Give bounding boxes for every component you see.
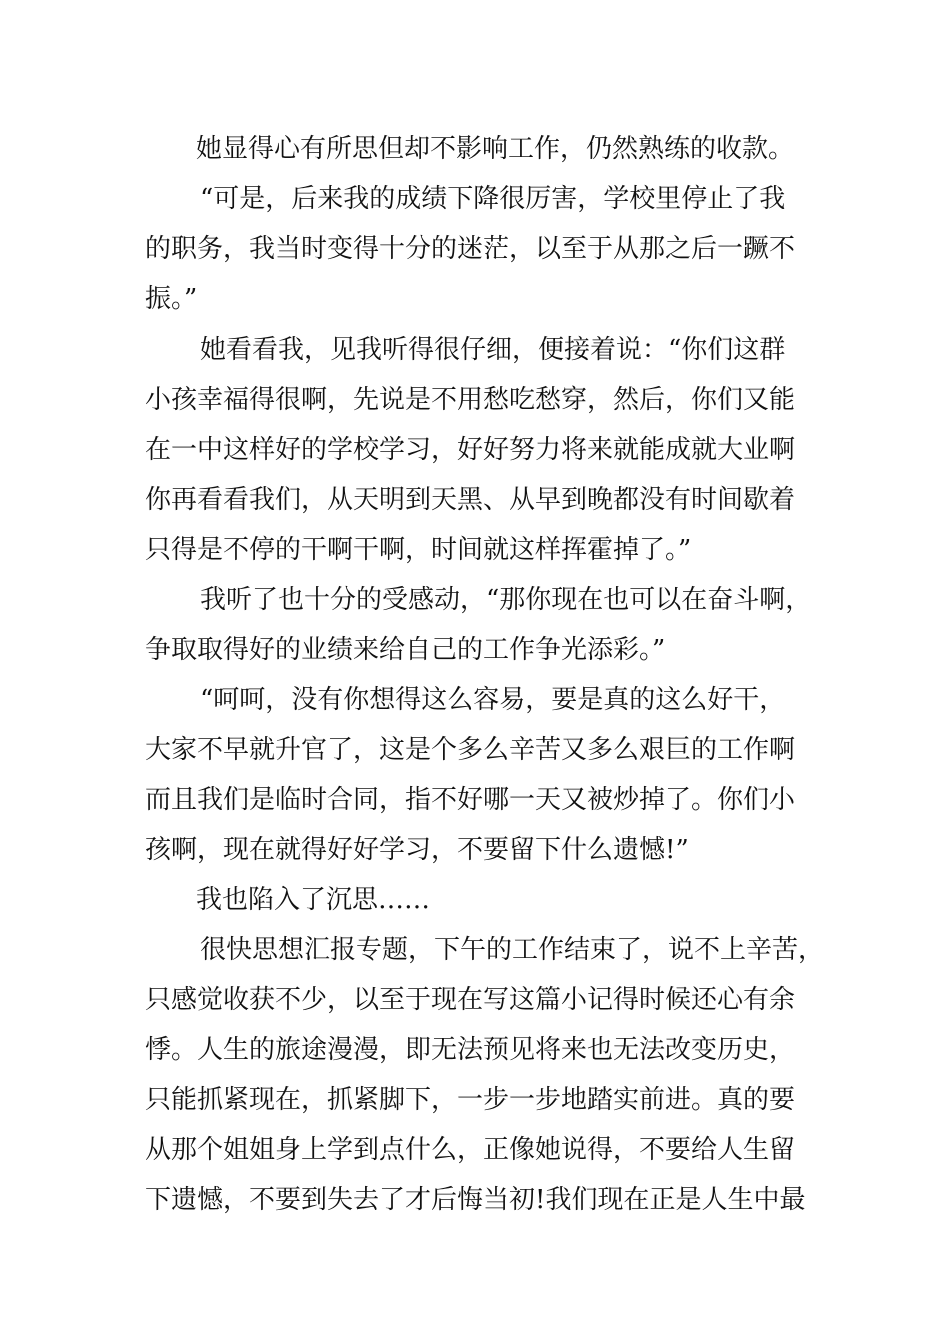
text-line: “呵呵，没有你想得这么容易，要是真的这么好干， <box>200 685 786 715</box>
text-line: 你再看看我们，从天明到天黑、从早到晚都没有时间歇着 <box>145 485 796 515</box>
text-line: 小孩幸福得很啊，先说是不用愁吃愁穿，然后，你们又能 <box>145 385 796 415</box>
text-line: 我也陷入了沉思…… <box>196 885 431 915</box>
text-line: 她看看我，见我听得很仔细，便接着说：“你们这群 <box>200 335 786 365</box>
text-line: 在一中这样好的学校学习，好好努力将来就能成就大业啊 <box>145 435 796 465</box>
text-line: 她显得心有所思但却不影响工作，仍然熟练的收款。 <box>196 134 795 164</box>
text-line: 大家不早就升官了，这是个多么辛苦又多么艰巨的工作啊 <box>145 735 796 765</box>
text-line: 从那个姐姐身上学到点什么，正像她说得，不要给人生留 <box>145 1135 796 1165</box>
text-line: “可是，后来我的成绩下降很厉害，学校里停止了我 <box>200 184 786 214</box>
text-line: 我听了也十分的受感动，“那你现在也可以在奋斗啊， <box>200 585 812 615</box>
text-line: 而且我们是临时合同，指不好哪一天又被炒掉了。你们小 <box>145 785 796 815</box>
text-line: 只得是不停的干啊干啊，时间就这样挥霍掉了。” <box>145 535 692 565</box>
text-line: 孩啊，现在就得好好学习，不要留下什么遗憾!” <box>145 835 689 865</box>
text-line: 下遗憾，不要到失去了才后悔当初!我们现在正是人生中最 <box>145 1185 806 1215</box>
text-line: 只感觉收获不少，以至于现在写这篇小记得时候还心有余 <box>145 985 796 1015</box>
text-line: 争取取得好的业绩来给自己的工作争光添彩。” <box>145 635 666 665</box>
text-line: 振。” <box>145 284 198 314</box>
text-line: 的职务，我当时变得十分的迷茫，以至于从那之后一蹶不 <box>145 234 796 264</box>
text-line: 只能抓紧现在，抓紧脚下，一步一步地踏实前进。真的要 <box>145 1085 796 1115</box>
text-line: 很快思想汇报专题，下午的工作结束了，说不上辛苦， <box>200 935 825 965</box>
text-line: 悸。人生的旅途漫漫，即无法预见将来也无法改变历史， <box>145 1035 796 1065</box>
